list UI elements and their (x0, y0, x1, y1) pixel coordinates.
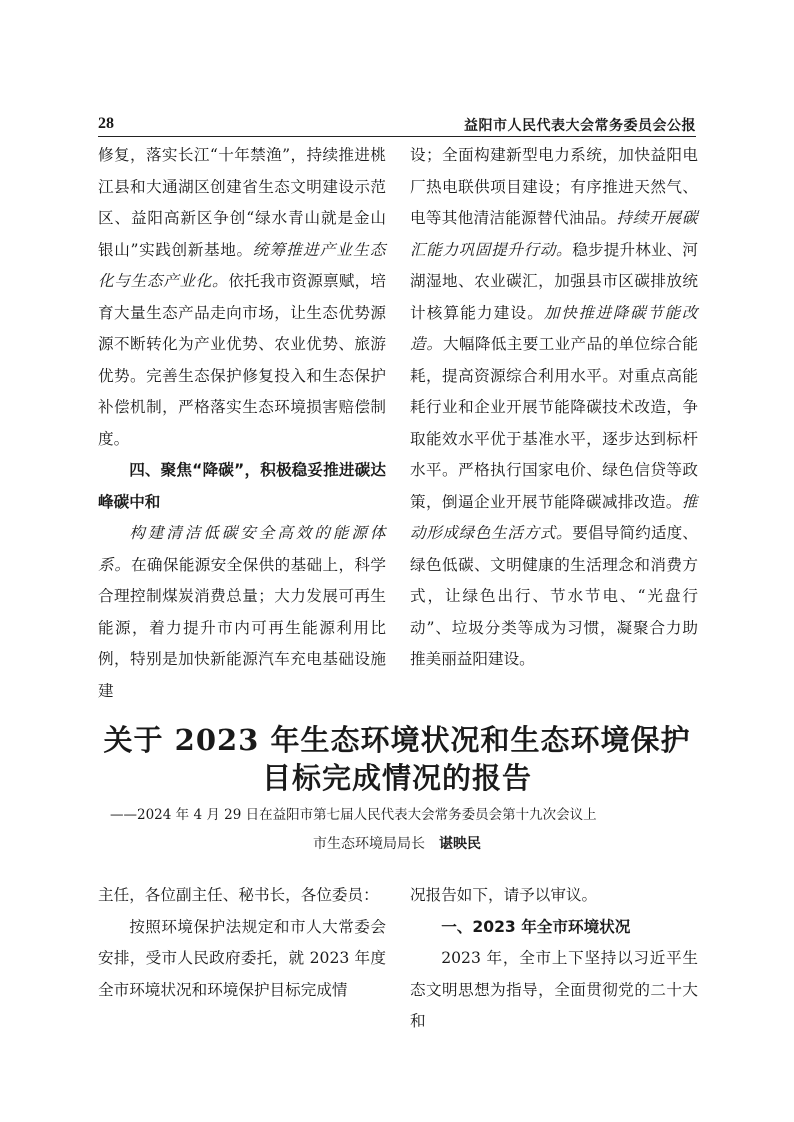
salutation: 主任，各位副主任、秘书长，各位委员： (98, 886, 379, 904)
report-speaker (0, 833, 794, 853)
paragraph (98, 140, 386, 455)
paragraph: 按照环境保护法规定和市人大常委会安排，受市人民政府委托，就 2023 年度全市环境状况和环境保护目标完成情 (98, 917, 386, 999)
speaker-role: 市生态环境局局长 (313, 836, 425, 852)
report-subtitle: ——2024 年 4 月 29 日在益阳市第七届人民代表大会常务委员会第十九次会议上 (110, 807, 597, 823)
page-number: 28 (98, 115, 114, 132)
column-right-upper (410, 140, 698, 676)
paragraph-text: 大幅降低主要工业产品的单位综合能耗，提高资源综合利用水平。对重点高能耗行业和企业开展节能降碳技术改造，争取能效水平优于基准水平，逐步达到标杆水平。严格执行国家电价、绿色信贷等政策，倒逼企业开展节能降碳减排改造。 (410, 335, 698, 511)
paragraph (410, 140, 698, 676)
paragraph-text: 修复，落实长江“十年禁渔”，持续推进桃江县和大通湖区创建省生态文明建设示范区、益阳高新区争创“绿水青山就是金山银山”实践创新基地。 (98, 146, 386, 259)
paragraph: 2023 年，全市上下坚持以习近平生态文明思想为指导，全面贯彻党的二十大和 (410, 949, 698, 1030)
report-title-line1: 关于 2023 年生态环境状况和生态环境保护 (103, 723, 691, 757)
paragraph: 况报告如下，请予以审议。 (410, 886, 598, 904)
column-left-lower (98, 880, 386, 1006)
speaker-name: 谌映民 (439, 836, 481, 852)
paragraph-text: 在确保能源安全保供的基础上，科学合理控制煤炭消费总量；大力发展可再生能源，着力提升市内可再生能源利用比例，特别是加快新能源汽车充电基础设施建 (98, 555, 386, 700)
page-header (98, 112, 696, 138)
emphasis-text: 加快推进降碳节能改造。 (410, 303, 698, 353)
report-title-line2: 目标完成情况的报告 (261, 761, 532, 795)
emphasis-text: 持续开展碳汇能力巩固提升行动。 (410, 209, 698, 259)
paragraph-text: 稳步提升林业、河湖湿地、农业碳汇，加强县市区碳排放统计核算能力建设。 (410, 240, 698, 322)
section-heading-1: 一、2023 年全市环境状况 (441, 917, 631, 936)
emphasis-text: 推动形成绿色生活方式。 (410, 492, 698, 542)
column-right-lower (410, 880, 698, 1038)
emphasis-text: 统筹推进产业生态化与生态产业化。 (98, 240, 386, 290)
paragraph-text: 依托我市资源禀赋，培育大量生态产品走向市场，让生态优势源源不断转化为产业优势、农业优势、旅游优势。完善生态保护修复投入和生态保护补偿机制，严格落实生态环境损害赔偿制度。 (98, 272, 386, 448)
header-rule (98, 136, 696, 137)
paragraph (98, 518, 386, 707)
journal-title: 益阳市人民代表大会常务委员会公报 (464, 118, 696, 134)
section-heading-4: 四、聚焦“降碳”，积极稳妥推进碳达峰碳中和 (98, 461, 386, 511)
emphasis-text: 构建清洁低碳安全高效的能源体系。 (98, 524, 386, 574)
column-left-upper (98, 140, 386, 707)
paragraph-text: 设；全面构建新型电力系统，加快益阳电厂热电联供项目建设；有序推进天然气、电等其他清洁能源替代油品。 (410, 146, 698, 227)
paragraph-text: 要倡导简约适度、绿色低碳、文明健康的生活理念和消费方式，让绿色出行、节水节电、“光盘行动”、垃圾分类等成为习惯，凝聚合力助推美丽益阳建设。 (410, 524, 698, 668)
